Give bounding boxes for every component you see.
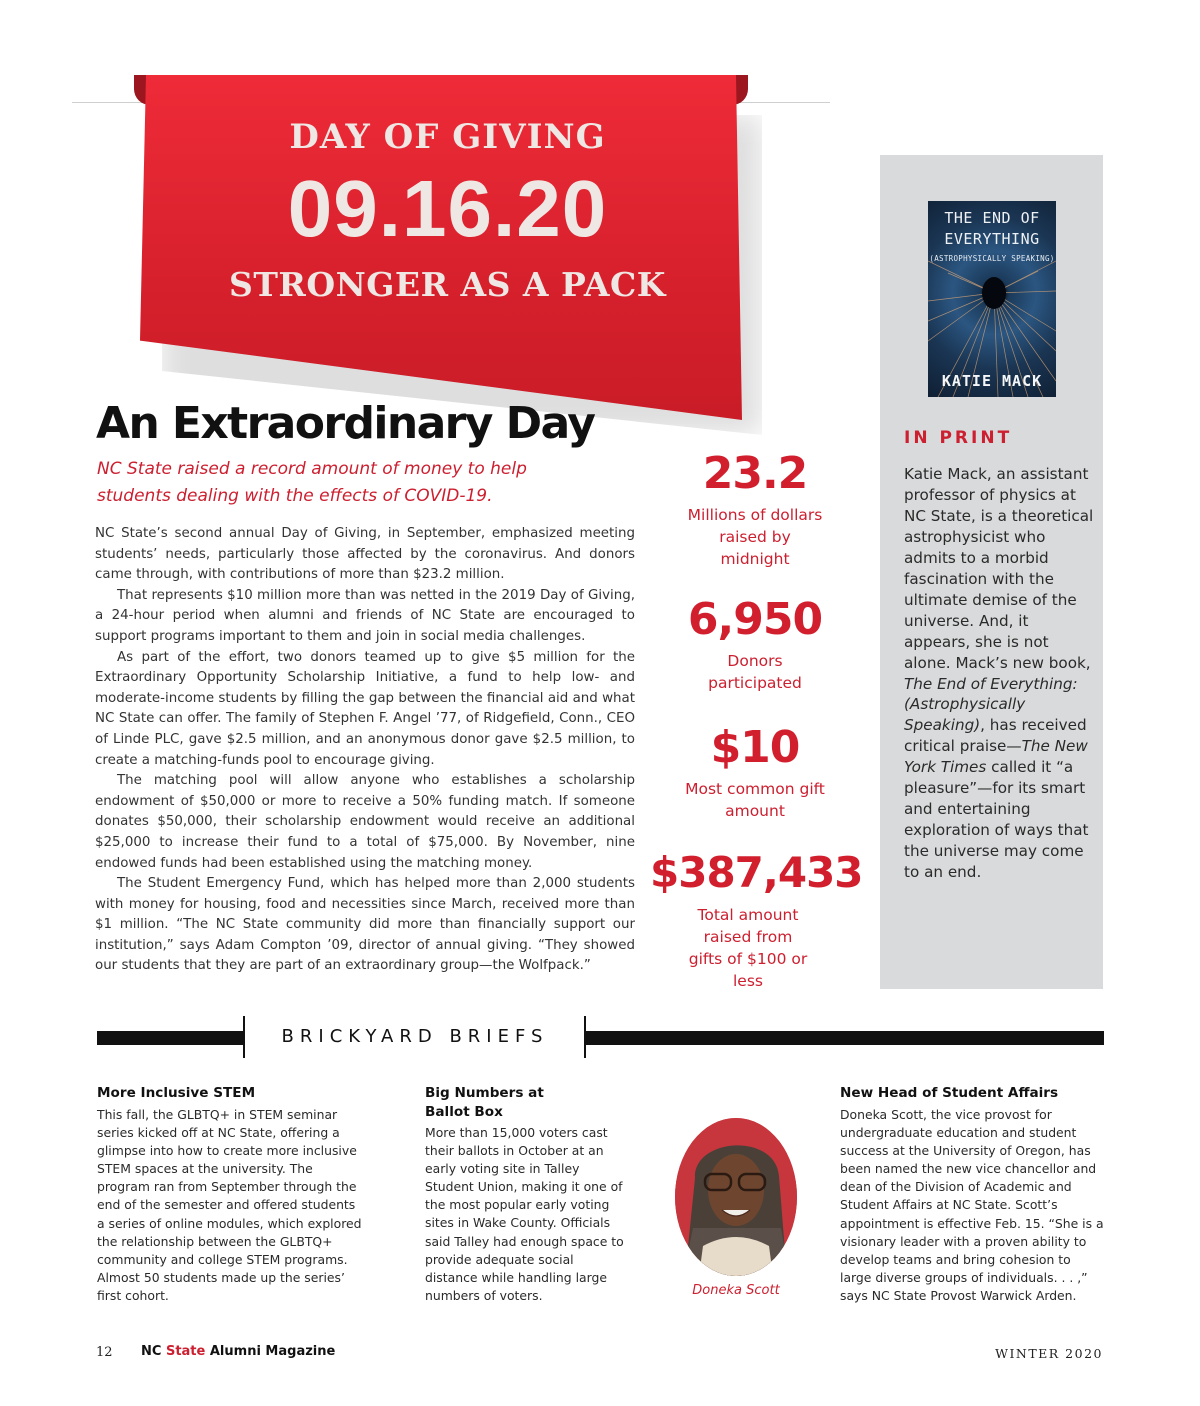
in-print-publication: The New York Times	[904, 737, 1088, 777]
article-paragraph: As part of the effort, two donors teamed up to give $5 million for the Extraordinary Opportunity Scholarship Initiative, a fund to help low- and moderate-income students by filling the gap between the financial aid and what NC State can offer. The family of Stephen F. Angel ’77, of Ridgefield, Conn., CEO of Linde PLC, gave $2.5 million, and an anonymous donor gave $2.5 million, to create a matching-funds pool to encourage giving.	[95, 649, 635, 768]
in-print-text: called it “a pleasure”—for its smart and entertaining exploration of ways that the universe may come to an end.	[904, 758, 1089, 882]
article-paragraph: The Student Emergency Fund, which has helped more than 2,000 students with money for housing, food and necessities since March, received more than $1 million. “The NC State community did more than financially support our institution,” says Adam Compton ’09, director of annual giving. “They showed our students that they are part of an extraordinary group—the Wolfpack.”	[95, 876, 635, 974]
article-paragraph: NC State’s second annual Day of Giving, in September, emphasized meeting students’ needs, particularly those affected by the coronavirus. And donors came through, with contributions of more than $23.2 million.	[95, 526, 635, 583]
magazine-brand	[141, 1344, 335, 1359]
article-paragraph: The matching pool will allow anyone who establishes a scholarship endowment of $50,000 or more to receive a 50% funding match. If someone donates $50,000, their scholarship endowment would receive an additional $25,000 to increase their fund to a total of $75,000. By November, nine endowed funds had been established using the matching money.	[95, 773, 635, 871]
brief-body: Doneka Scott, the vice provost for undergraduate education and student success at the University of Oregon, has been named the new vice chancellor and dean of the Division of Academic and Student Affairs at NC State. Scott’s appointment is effective Feb. 15. “She is a visionary leader with a proven ability to develop teams and bring cohesion to large diverse groups of individuals. . . ,” says NC State Provost Warwick Arden.	[840, 1107, 1104, 1303]
brand-text: Alumni Magazine	[205, 1344, 336, 1359]
in-print-body	[904, 464, 1094, 883]
article-body	[95, 524, 635, 977]
article-dek: NC State raised a record amount of money to help students dealing with the effects of COVID-19.	[97, 459, 527, 506]
in-print-heading: IN PRINT	[904, 428, 1013, 448]
portrait-image	[675, 1118, 797, 1276]
briefs-rule-left	[97, 1031, 245, 1045]
stat-small-gifts	[650, 846, 863, 992]
in-print-text: , has received critical praise—	[904, 716, 1087, 756]
in-print-book-title: The End of Everything: (Astrophysically Speaking)	[904, 674, 1078, 735]
book-title	[928, 208, 1056, 250]
article-paragraph: That represents $10 million more than was netted in the 2019 Day of Giving, a 24-hour period when alumni and friends of NC State are encouraged to support programs important to them and join in social media challenges.	[95, 587, 635, 644]
book-cover	[928, 201, 1056, 397]
stat-value: $387,433	[650, 848, 863, 897]
stat-label: Millions of dollars raised by midnight	[687, 506, 823, 568]
stat-value: 23.2	[702, 448, 808, 499]
book-title-line: EVERYTHING	[944, 230, 1040, 248]
article-headline: An Extraordinary Day	[96, 398, 595, 449]
banner-title: DAY OF GIVING	[289, 117, 606, 157]
stat-common-gift	[650, 722, 860, 822]
brief-title: New Head of Student Affairs	[840, 1085, 1059, 1101]
brief-body: More than 15,000 voters cast their ballots in October at an early voting site in Talley Student Union, making it one of the most popular early voting sites in Wake County. Officials said Talley had enough space to provide adequate social distance while handling large numbers of voters.	[425, 1125, 624, 1303]
issue-label: WINTER 2020	[995, 1346, 1103, 1361]
briefs-rule-right	[585, 1031, 1104, 1045]
briefs-section-title: BRICKYARD BRIEFS	[281, 1026, 549, 1047]
brand-text: NC	[141, 1344, 166, 1359]
brief-title: More Inclusive STEM	[97, 1085, 256, 1101]
brief-title: Big Numbers at Ballot Box	[425, 1085, 544, 1120]
book-author: KATIE MACK	[941, 372, 1043, 390]
doneka-scott-photo	[675, 1118, 797, 1276]
brand-accent: State	[165, 1344, 206, 1359]
banner-date: 09.16.20	[287, 164, 608, 253]
stat-dollars-raised	[650, 448, 860, 570]
banner-tagline: STRONGER AS A PACK	[229, 265, 666, 304]
page-number: 12	[96, 1345, 113, 1360]
stat-label: Donors participated	[708, 652, 802, 692]
in-print-text: Katie Mack, an assistant professor of physics at NC State, is a theoretical astrophysicist who admits to a morbid fascination with the ultimate demise of the universe. And, it appears, she is not alone. Mack’s new book,	[904, 465, 1094, 672]
photo-caption: Doneka Scott	[692, 1283, 780, 1298]
day-of-giving-banner	[140, 75, 760, 420]
stat-label: Total amount raised from gifts of $100 or less	[688, 906, 808, 990]
stat-value: 6,950	[687, 594, 823, 645]
stat-donors	[650, 594, 860, 694]
book-title-line: THE END OF	[944, 209, 1040, 227]
book-subtitle: (ASTROPHYSICALLY SPEAKING)	[929, 254, 1055, 263]
stat-label: Most common gift amount	[685, 780, 825, 820]
stat-value: $10	[710, 722, 800, 773]
brief-body: This fall, the GLBTQ+ in STEM seminar series kicked off at NC State, offering a glimpse into how to create more inclusive STEM spaces at the university. The program ran from September through the end of the semester and offered students a series of online modules, which explored the relationship between the GLBTQ+ community and college STEM programs. Almost 50 students made up the series’ first cohort.	[97, 1107, 362, 1303]
